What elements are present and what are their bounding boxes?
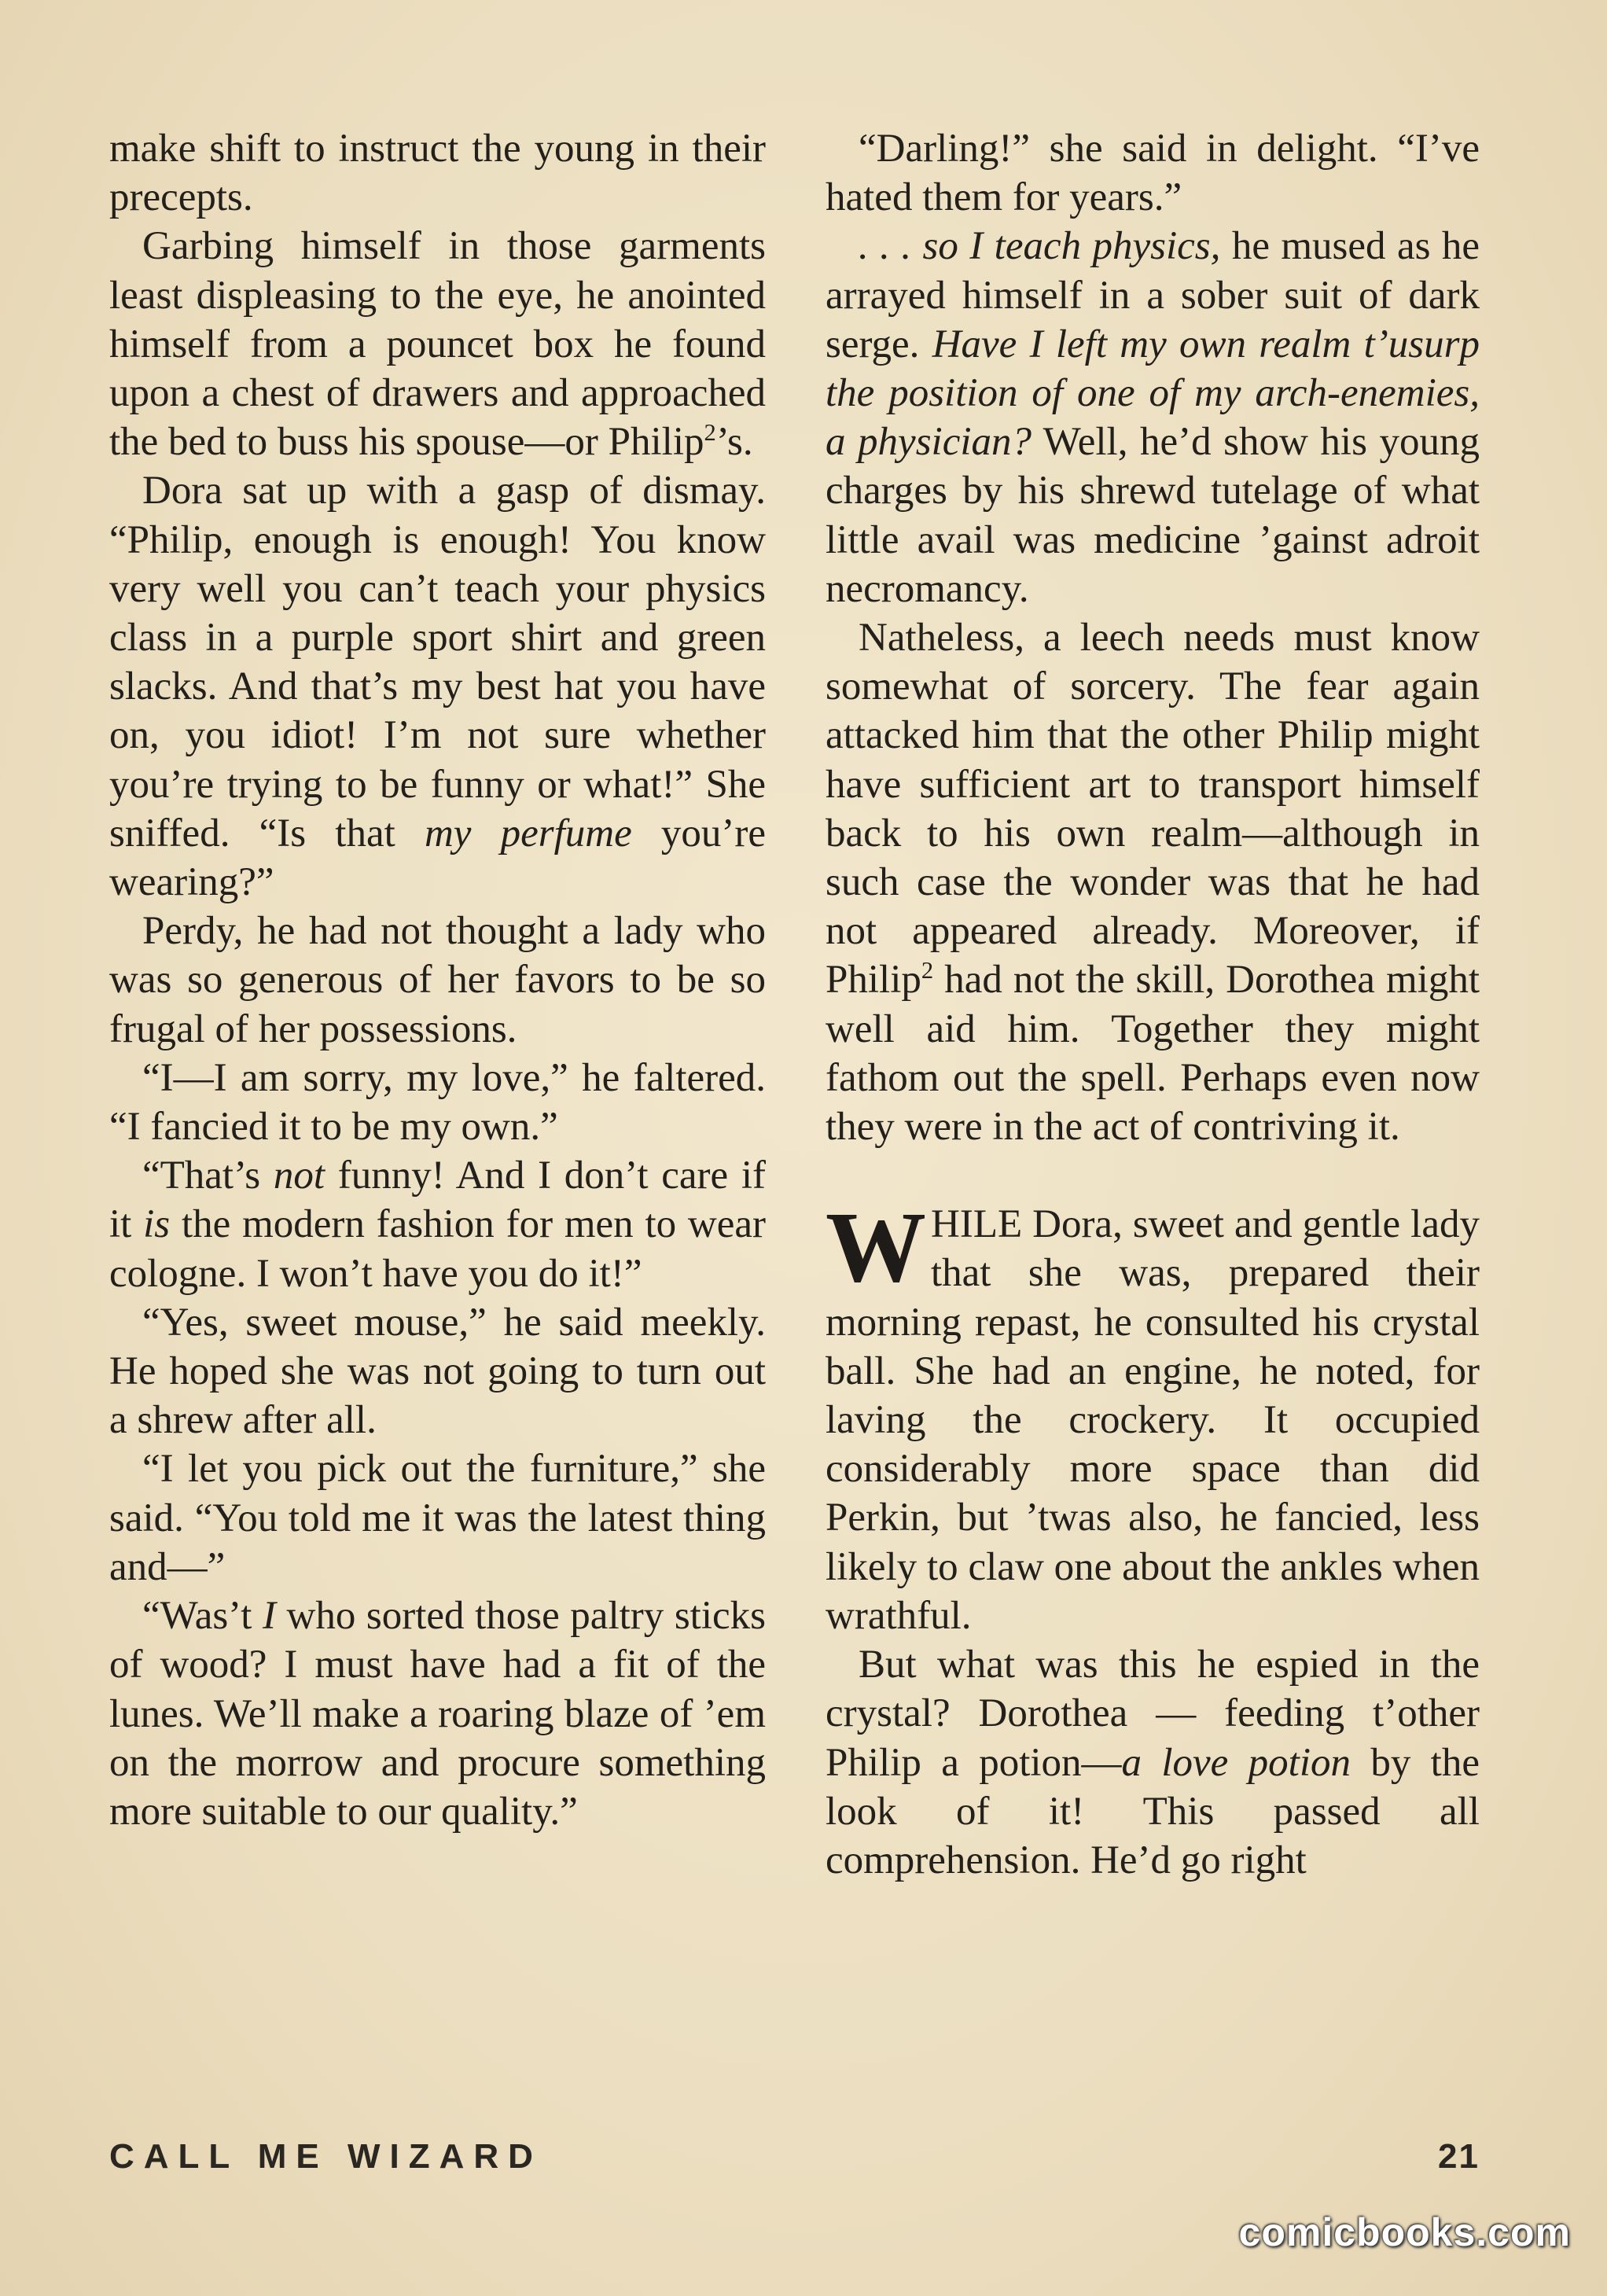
paragraph: “I let you pick out the furniture,” she said. “You told me it was the latest thing and—”: [109, 1447, 766, 1589]
paragraph: “Was’t I who sorted those paltry sticks of wood? I must have had a fit of the lunes. We’ll make a roaring blaze of ’em on the morrow and procure something more suitable to our quality.”: [109, 1594, 767, 1834]
paragraph: “Darling!” she said in delight. “I’ve hated them for years.”: [826, 127, 1480, 220]
paragraph: “That’s not funny! And I don’t care if it is the modern fashion for men to wear cologne. I won’t have you do it!”: [109, 1154, 766, 1296]
paragraph: . . . so I teach physics, he mused as he arrayed himself in a sober suit of dark serge. Have I left my own realm t’usurp the position of one of my arch-enemies, a physician? Well, he’d show his young charges by his shrewd tutelage of what little avail was medicine ’gainst adroit necromancy.: [826, 224, 1480, 611]
paragraph: Dora sat up with a gasp of dismay. “Philip, enough is enough! You know very well you can’t teach your physics class in a purple sport shirt and green slacks. And that’s my best hat you have on, you idiot! I’m not sure whether you’re trying to be funny or what!” She sniffed. “Is that my perfume you’re wearing?”: [109, 469, 767, 905]
page-footer: [109, 2137, 1480, 2176]
paragraph: make shift to instruct the young in their precepts.: [109, 127, 766, 220]
left-text-column: [109, 124, 766, 1836]
page-number: 21: [1438, 2137, 1480, 2176]
running-title: CALL ME WIZARD: [109, 2137, 542, 2176]
paragraph: Garbing himself in those garments least displeasing to the eye, he anointed himself from a pouncet box he found upon a chest of drawers and approached the bed to buss his spouse—or Philip$^2$’s.: [109, 224, 766, 465]
paragraph: Perdy, he had not thought a lady who was so generous of her favors to be so frugal of her possessions.: [109, 909, 766, 1051]
paragraph: Natheless, a leech needs must know somewhat of sorcery. The fear again attacked him that the other Philip might have sufficient art to transport himself back to his own realm—although in such case the wonder was that he had not appeared already. Moreover, if Philip$^2$ had not the skill, Dorothea might well aid him. Together they might fathom out the spell. Perhaps even now they were in the act of contriving it.: [826, 616, 1480, 1150]
paragraph: “Yes, sweet mouse,” he said meekly. He hoped she was not going to turn out a shrew after all.: [109, 1300, 766, 1443]
right-text-column: [826, 124, 1480, 1885]
section-paragraph: WHILE Dora, sweet and gentle lady that she was, prepared their morning repast, he consulted his crystal ball. She had an engine, he noted, for laving the crockery. It occupied considerably more space than did Perkin, but ’twas also, he fancied, less likely to claw one about the ankles when wrathful.: [826, 1191, 1480, 1638]
paragraph: But what was this he espied in the crystal? Dorothea — feeding t’other Philip a potion—a love potion by the look of it! This passed all comprehension. He’d go right: [826, 1643, 1480, 1882]
paragraph: “I—I am sorry, my love,” he faltered. “I fancied it to be my own.”: [109, 1055, 766, 1150]
drop-cap: W: [826, 1191, 926, 1304]
watermark: comicbooks.com: [1238, 2210, 1571, 2254]
